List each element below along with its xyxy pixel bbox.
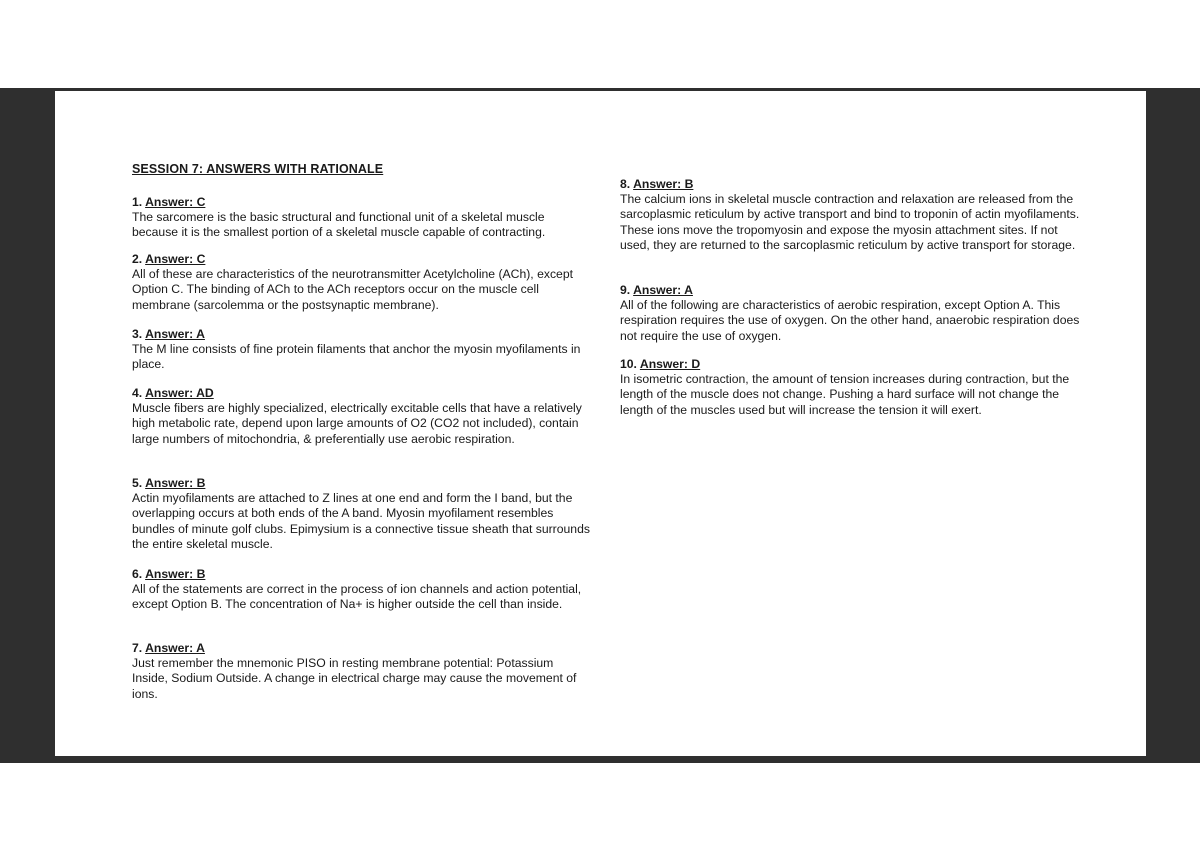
document-viewer: [0, 88, 1200, 763]
answer-heading: 8. Answer: B: [620, 177, 694, 191]
answer-item-9: [620, 283, 1080, 344]
document-title: SESSION 7: ANSWERS WITH RATIONALE: [132, 162, 384, 176]
answer-rationale: The calcium ions in skeletal muscle contraction and relaxation are released from the sarcoplasmic reticulum by active transport and bind to troponin of actin myofilaments. These ions move the tropomyosin and expose the myosin attachment sites. If not used, they are returned to the sarcoplasmic reticulum by active transport for storage.: [620, 192, 1080, 252]
answer-item-1: [132, 195, 592, 241]
answer-rationale: In isometric contraction, the amount of tension increases during contraction, but the length of the muscle does not change. Pushing a hard surface will not change the length of the muscles used but will increase the tension it will exert.: [620, 372, 1070, 417]
answer-heading: 7. Answer: A: [132, 641, 205, 655]
answer-item-5: [132, 476, 592, 552]
answer-heading: 6. Answer: B: [132, 567, 206, 581]
answer-rationale: All of the following are characteristics of aerobic respiration, except Option A. This respiration requires the use of oxygen. On the other hand, anaerobic respiration does not require the use of oxygen.: [620, 298, 1080, 343]
answer-rationale: The sarcomere is the basic structural and functional unit of a skeletal muscle because it is the smallest portion of a skeletal muscle capable of contracting.: [132, 210, 546, 240]
answer-heading: 4. Answer: AD: [132, 386, 214, 400]
answer-rationale: Just remember the mnemonic PISO in resting membrane potential: Potassium Inside, Sodium Outside. A change in electrical charge may cause the movement of ions.: [132, 656, 577, 701]
answer-item-10: [620, 357, 1080, 418]
answer-heading: 10. Answer: D: [620, 357, 701, 371]
answer-rationale: All of these are characteristics of the neurotransmitter Acetylcholine (ACh), except Option C. The binding of ACh to the ACh receptors occur on the muscle cell membrane (sarcolemma or the postsynaptic membrane).: [132, 267, 573, 312]
answer-item-3: [132, 327, 592, 373]
answer-heading: 5. Answer: B: [132, 476, 206, 490]
answer-heading: 3. Answer: A: [132, 327, 205, 341]
answer-heading: 1. Answer: C: [132, 195, 206, 209]
answer-rationale: Muscle fibers are highly specialized, electrically excitable cells that have a relatively high metabolic rate, depend upon large amounts of O2 (CO2 not included), contain large numbers of mitochondria, & preferentially use aerobic respiration.: [132, 401, 582, 446]
answer-item-4: [132, 386, 592, 447]
answer-rationale: All of the statements are correct in the process of ion channels and action potential, except Option B. The concentration of Na+ is higher outside the cell than inside.: [132, 582, 582, 612]
answer-heading: 9. Answer: A: [620, 283, 693, 297]
answer-item-8: [620, 177, 1080, 253]
document-page: [55, 91, 1146, 756]
answer-rationale: Actin myofilaments are attached to Z lines at one end and form the I band, but the overlapping occurs at both ends of the A band. Myosin myofilament resembles bundles of minute golf clubs. Epimysium is a connective tissue sheath that surrounds the entire skeletal muscle.: [132, 491, 590, 551]
answer-item-6: [132, 567, 592, 613]
answer-item-2: [132, 252, 592, 313]
answer-heading: 2. Answer: C: [132, 252, 206, 266]
answer-rationale: The M line consists of fine protein filaments that anchor the myosin myofilaments in place.: [132, 342, 581, 372]
answer-item-7: [132, 641, 592, 702]
